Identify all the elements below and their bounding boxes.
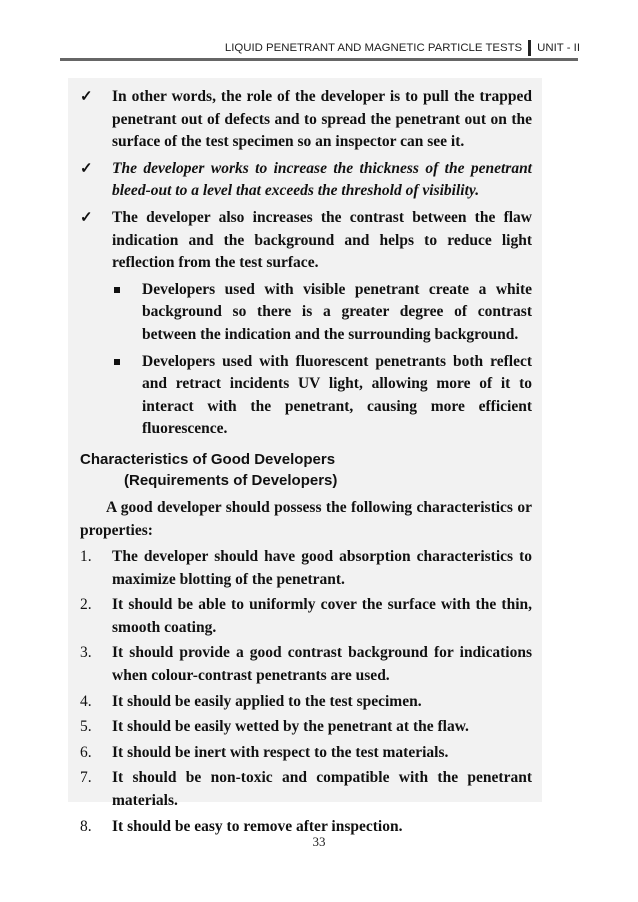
section-intro: A good developer should possess the following characteristics or properties: xyxy=(80,498,532,539)
check-list-item xyxy=(80,207,532,275)
square-list-item xyxy=(80,279,532,347)
list-item-text: It should provide a good contrast background for indications when colour-contrast penetrants are used. xyxy=(112,644,532,685)
list-number: 5. xyxy=(80,718,92,736)
check-list-item xyxy=(80,86,532,154)
numbered-list-item xyxy=(80,546,532,591)
numbered-list-item xyxy=(80,716,532,739)
section-heading: Characteristics of Good Developers xyxy=(80,450,336,468)
list-item-text: It should be easily applied to the test specimen. xyxy=(112,692,422,710)
check-item-text: The developer also increases the contrast between the flaw indication and the background and helps to reduce light reflection from the test surface. xyxy=(112,208,532,272)
numbered-list-item xyxy=(80,594,532,639)
list-number: 2. xyxy=(80,596,92,614)
square-bullet-icon xyxy=(114,359,120,365)
list-item-text: The developer should have good absorption characteristics to maximize blotting of the penetrant. xyxy=(112,548,532,588)
numbered-list-item xyxy=(80,742,532,765)
list-item-text: It should be easy to remove after inspection. xyxy=(112,817,403,835)
check-item-text: The developer works to increase the thickness of the penetrant bleed-out to a level that exceeds the threshold of visibility. xyxy=(112,159,532,200)
section-subheading: (Requirements of Developers) xyxy=(124,471,338,489)
square-list-item xyxy=(80,351,532,441)
check-item-text: In other words, the role of the developer is to pull the trapped penetrant out of defects and to spread the penetrant out on the surface of the test specimen so an inspector can see it. xyxy=(112,88,532,151)
page-number: 33 xyxy=(312,834,326,849)
list-item-text: It should be inert with respect to the test materials. xyxy=(112,743,449,761)
square-bullet-icon xyxy=(114,287,120,293)
header-rule xyxy=(60,58,578,61)
check-icon: ✓ xyxy=(80,89,93,105)
check-list-item xyxy=(80,158,532,203)
numbered-list-item xyxy=(80,642,532,687)
list-number: 6. xyxy=(80,743,92,761)
sub-item-text: Developers used with fluorescent penetrants both reflect and retract incidents UV light, allowing more of it to interact with the penetrant, causing more efficient fluorescence. xyxy=(142,352,532,438)
header-separator xyxy=(528,40,531,56)
check-icon: ✓ xyxy=(80,209,93,226)
list-item-text: It should be able to uniformly cover the surface with the thin, smooth coating. xyxy=(112,596,532,636)
list-number: 7. xyxy=(80,769,92,787)
list-number: 8. xyxy=(80,817,92,835)
page-body xyxy=(80,86,532,841)
header-title: LIQUID PENETRANT AND MAGNETIC PARTICLE TESTS xyxy=(224,42,523,54)
check-icon: ✓ xyxy=(80,160,93,177)
numbered-list-item xyxy=(80,691,532,714)
list-number: 3. xyxy=(80,644,92,662)
sub-item-text: Developers used with visible penetrant create a white background so there is a greater degree of contrast between the indication and the surrounding background. xyxy=(142,280,532,343)
list-number: 1. xyxy=(80,548,92,566)
page-header xyxy=(60,36,580,60)
list-item-text: It should be non-toxic and compatible with the penetrant materials. xyxy=(112,769,532,810)
numbered-list-item xyxy=(80,767,532,812)
header-unit: UNIT - II xyxy=(537,42,580,54)
list-number: 4. xyxy=(80,692,92,710)
list-item-text: It should be easily wetted by the penetrant at the flaw. xyxy=(112,718,469,736)
